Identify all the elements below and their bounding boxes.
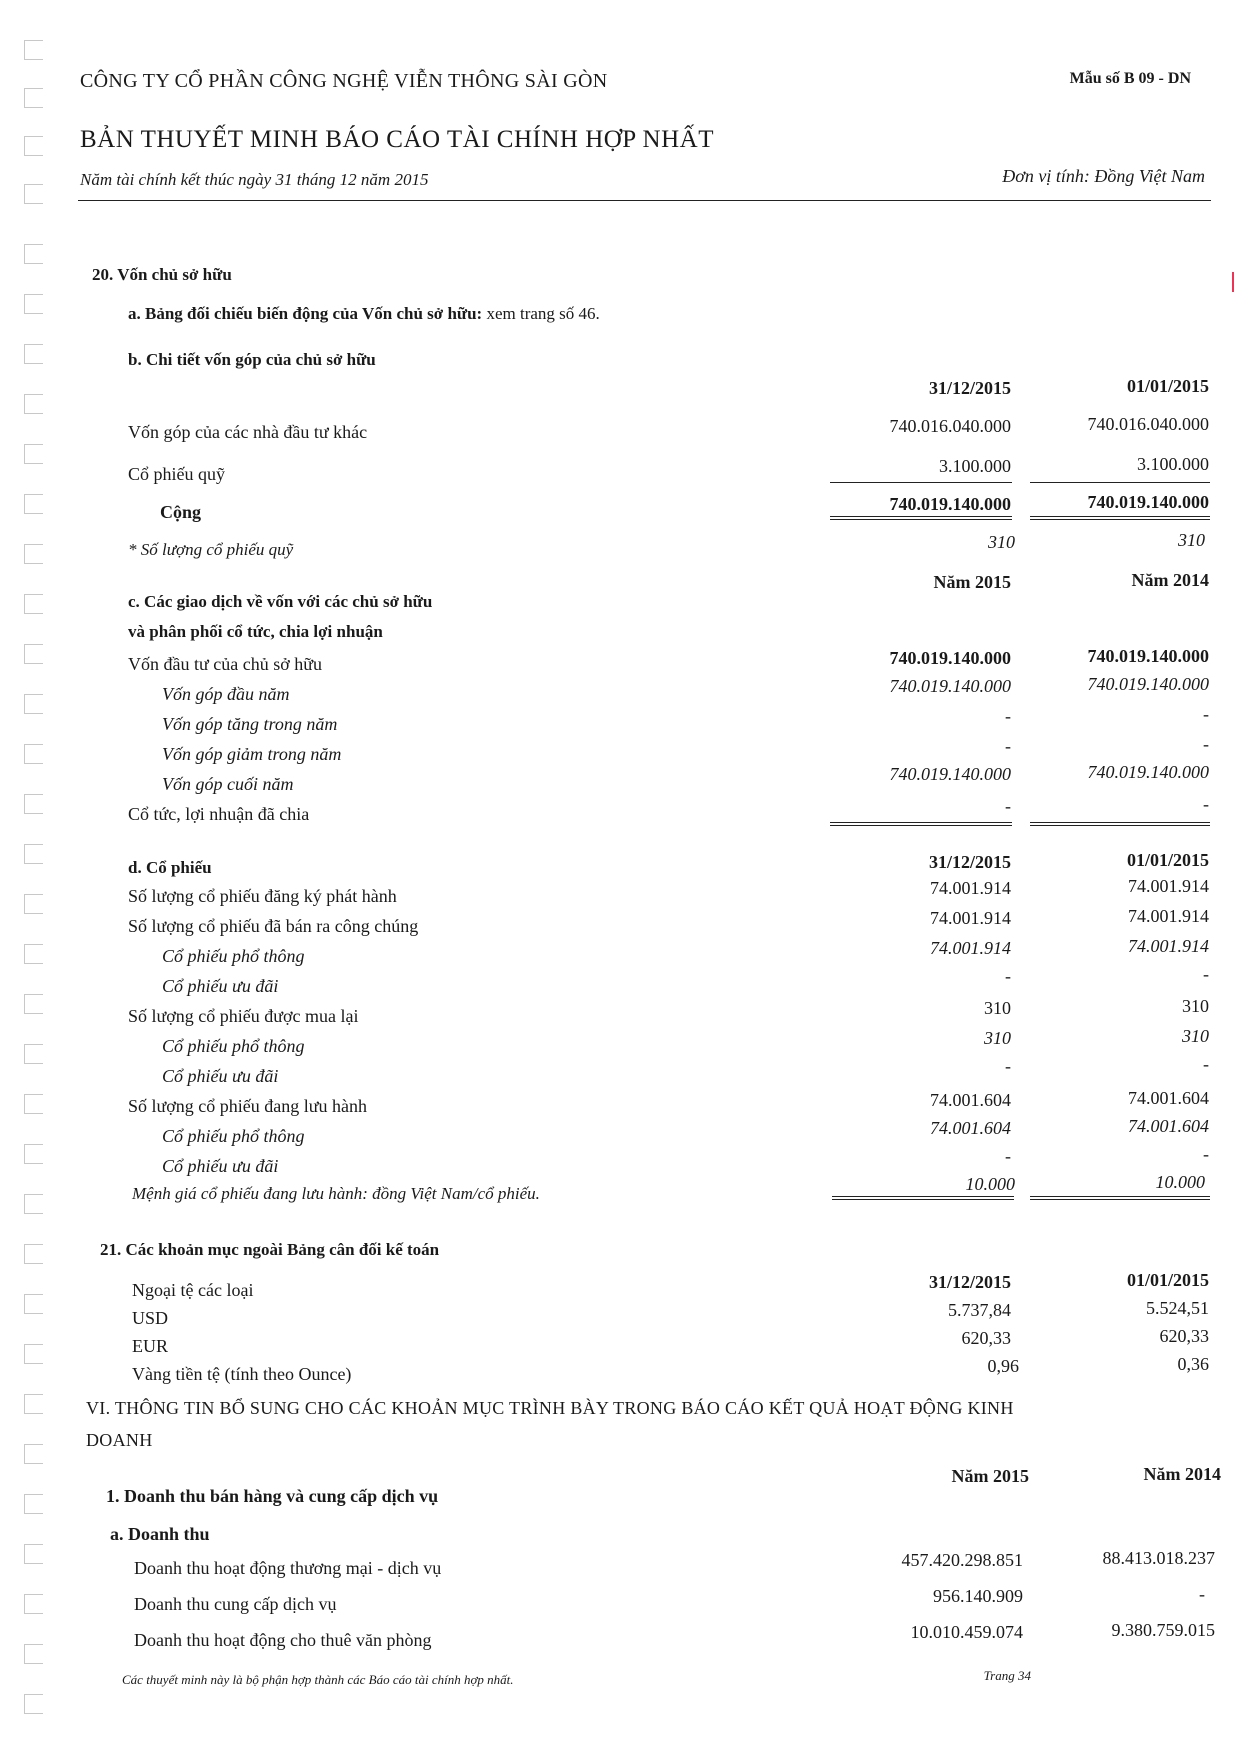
- total-double-rule: [830, 822, 1012, 826]
- s20a-line: [128, 304, 600, 324]
- s21-col1-header: 31/12/2015: [928, 1272, 1011, 1292]
- binder-hole: [24, 1144, 43, 1164]
- s20d-row-v1: -: [1005, 1056, 1011, 1076]
- s6-row-v1: 457.420.298.851: [901, 1550, 1023, 1570]
- s20c-row-label: Vốn góp giảm trong năm: [162, 744, 342, 764]
- s20d-row-v1: 74.001.914: [930, 908, 1011, 928]
- s21-row-v1: 5.737,84: [948, 1300, 1011, 1320]
- s20c-row-v1: -: [1005, 796, 1011, 816]
- subtotal-rule: [1030, 482, 1210, 483]
- s20b-note-v2: 310: [1178, 530, 1205, 550]
- s20c-row-label: Vốn đầu tư của chủ sở hữu: [128, 654, 322, 674]
- s20b-col2-header: 01/01/2015: [1126, 376, 1209, 396]
- s20c-row-v1: 740.019.140.000: [889, 676, 1011, 696]
- s20b-total-label: Cộng: [160, 502, 202, 522]
- header-rule: [78, 200, 1211, 201]
- s20d-row-v1: 74.001.604: [930, 1090, 1011, 1110]
- s20d-row-v1: 310: [984, 998, 1011, 1018]
- binder-hole: [24, 744, 43, 764]
- s20d-row-label: Số lượng cổ phiếu đang lưu hành: [128, 1096, 368, 1116]
- s20c-row-v1: 740.019.140.000: [889, 764, 1011, 784]
- s20d-col1-header: 31/12/2015: [928, 852, 1011, 872]
- s20d-row-v2: 74.001.914: [1128, 876, 1209, 896]
- s20a-label: a. Bảng đối chiếu biến động của Vốn chủ sở hữu:: [128, 304, 483, 323]
- s21-row-label: Vàng tiền tệ (tính theo Ounce): [132, 1364, 352, 1384]
- total-double-rule: [832, 1196, 1014, 1200]
- s20d-row-v2: -: [1203, 964, 1209, 984]
- binder-hole: [24, 394, 43, 414]
- s21-col2-header: 01/01/2015: [1126, 1270, 1209, 1290]
- binder-hole: [24, 544, 43, 564]
- subtotal-rule: [830, 482, 1012, 483]
- footer-note: Các thuyết minh này là bộ phận hợp thành các Báo cáo tài chính hợp nhất.: [122, 1672, 514, 1687]
- s20d-row-label: Số lượng cổ phiếu được mua lại: [128, 1006, 359, 1026]
- page-number: Trang 34: [983, 1668, 1031, 1683]
- s20b-note-v1: 310: [988, 532, 1015, 552]
- s20c-row-label: Vốn góp tăng trong năm: [162, 714, 338, 734]
- binder-hole: [24, 994, 43, 1014]
- s21-row-label: Ngoại tệ các loại: [132, 1280, 254, 1300]
- s20c-heading-cont: và phân phối cổ tức, chia lợi nhuận: [128, 622, 383, 641]
- s20b-row-v2: 740.016.040.000: [1087, 414, 1209, 434]
- s6-row-label: Doanh thu cung cấp dịch vụ: [134, 1594, 337, 1614]
- binder-hole: [24, 294, 43, 314]
- s21-row-v2: 0,36: [1177, 1354, 1209, 1374]
- s20d-row-v1: 74.001.604: [930, 1118, 1011, 1138]
- total-double-rule: [830, 516, 1012, 520]
- form-code: Mẫu số B 09 - DN: [1069, 70, 1191, 87]
- binder-hole: [24, 244, 43, 264]
- s20d-col2-header: 01/01/2015: [1126, 850, 1209, 870]
- total-double-rule: [1030, 1196, 1210, 1200]
- section-20-heading: 20. Vốn chủ sở hữu: [92, 265, 232, 284]
- document-title: BẢN THUYẾT MINH BÁO CÁO TÀI CHÍNH HỢP NHẤT: [80, 126, 714, 153]
- binder-hole: [24, 1394, 43, 1414]
- s6-row-v2: -: [1199, 1584, 1205, 1604]
- s20d-row-label: Cổ phiếu ưu đãi: [162, 1156, 279, 1176]
- binder-hole: [24, 1694, 43, 1714]
- company-name: CÔNG TY CỔ PHẦN CÔNG NGHỆ VIỄN THÔNG SÀI GÒN: [80, 70, 608, 92]
- s20d-row-label: Số lượng cổ phiếu đăng ký phát hành: [128, 886, 397, 906]
- s6-subheading-a: a. Doanh thu: [110, 1524, 210, 1544]
- s21-row-v2: 620,33: [1159, 1326, 1209, 1346]
- s20b-total-v1: 740.019.140.000: [889, 494, 1011, 514]
- binder-hole: [24, 1094, 43, 1114]
- s20c-row-v1: -: [1005, 736, 1011, 756]
- binder-hole: [24, 88, 43, 108]
- s21-row-label: EUR: [132, 1336, 168, 1356]
- s20b-heading: b. Chi tiết vốn góp của chủ sở hữu: [128, 350, 376, 369]
- s20d-row-v2: 74.001.914: [1128, 936, 1209, 956]
- s21-row-v2: 5.524,51: [1146, 1298, 1209, 1318]
- binder-hole: [24, 644, 43, 664]
- s20d-row-label: Cổ phiếu ưu đãi: [162, 976, 279, 996]
- s20d-row-v2: 310: [1182, 996, 1209, 1016]
- s20d-row-v2: 74.001.604: [1128, 1088, 1209, 1108]
- s20b-row-label: Vốn góp của các nhà đầu tư khác: [128, 422, 368, 442]
- s6-row-v2: 88.413.018.237: [1102, 1548, 1215, 1568]
- s6-row-label: Doanh thu hoạt động cho thuê văn phòng: [134, 1630, 432, 1650]
- s20d-row-label: Cổ phiếu phổ thông: [162, 1126, 305, 1146]
- s20d-row-v2: 74.001.604: [1128, 1116, 1209, 1136]
- binder-hole: [24, 344, 43, 364]
- binder-hole: [24, 844, 43, 864]
- binder-hole: [24, 1294, 43, 1314]
- s20b-note-label: * Số lượng cổ phiếu quỹ: [128, 540, 294, 559]
- s20d-row-label: Cổ phiếu phổ thông: [162, 946, 305, 966]
- currency-unit: Đơn vị tính: Đồng Việt Nam: [1002, 166, 1205, 186]
- s20d-row-v1: 74.001.914: [930, 938, 1011, 958]
- s20c-row-label: Vốn góp đầu năm: [162, 684, 290, 704]
- binder-hole: [24, 1644, 43, 1664]
- binder-hole: [24, 1344, 43, 1364]
- s20d-par-value-label: Mệnh giá cổ phiếu đang lưu hành: đồng Việt Nam/cổ phiếu.: [132, 1184, 540, 1203]
- s20c-row-label: Vốn góp cuối năm: [162, 774, 294, 794]
- binder-hole: [24, 694, 43, 714]
- s20b-row-v2: 3.100.000: [1137, 454, 1209, 474]
- binder-hole: [24, 136, 43, 156]
- section-vi-heading-cont: DOANH: [86, 1430, 153, 1450]
- s20d-row-v2: -: [1203, 1054, 1209, 1074]
- binder-hole: [24, 1544, 43, 1564]
- s20c-row-v2: 740.019.140.000: [1087, 674, 1209, 694]
- binder-hole: [24, 894, 43, 914]
- s20c-row-v1: -: [1005, 706, 1011, 726]
- binder-hole: [24, 1194, 43, 1214]
- s20c-row-v2: -: [1203, 794, 1209, 814]
- s20a-text: xem trang số 46.: [482, 304, 600, 323]
- s20d-row-label: Cổ phiếu phổ thông: [162, 1036, 305, 1056]
- s6-row-v2: 9.380.759.015: [1111, 1620, 1215, 1640]
- binder-hole: [24, 1444, 43, 1464]
- s6-subheading-1: 1. Doanh thu bán hàng và cung cấp dịch vụ: [106, 1486, 439, 1506]
- s6-col2-header: Năm 2014: [1143, 1464, 1221, 1484]
- binder-hole: [24, 794, 43, 814]
- section-21-heading: 21. Các khoản mục ngoài Bảng cân đối kế toán: [100, 1240, 440, 1259]
- s6-row-v1: 956.140.909: [933, 1586, 1023, 1606]
- margin-mark: [1232, 272, 1234, 292]
- s20b-total-v2: 740.019.140.000: [1087, 492, 1209, 512]
- s20c-row-v2: -: [1203, 734, 1209, 754]
- s20c-row-v2: -: [1203, 704, 1209, 724]
- s20d-row-v1: -: [1005, 1146, 1011, 1166]
- s21-row-v1: 620,33: [961, 1328, 1011, 1348]
- s20d-par-value-v2: 10.000: [1155, 1172, 1205, 1192]
- binder-hole: [24, 594, 43, 614]
- total-double-rule: [1030, 516, 1210, 520]
- s20c-row-v2: 740.019.140.000: [1087, 762, 1209, 782]
- binder-hole: [24, 1494, 43, 1514]
- s20d-row-v2: 310: [1182, 1026, 1209, 1046]
- section-vi-heading: VI. THÔNG TIN BỔ SUNG CHO CÁC KHOẢN MỤC TRÌNH BÀY TRONG BÁO CÁO KẾT QUẢ HOẠT ĐỘNG KINH: [86, 1398, 1014, 1418]
- s20d-row-label: Số lượng cổ phiếu đã bán ra công chúng: [128, 916, 419, 936]
- s20c-col2-header: Năm 2014: [1131, 570, 1209, 590]
- binder-hole: [24, 494, 43, 514]
- s6-row-label: Doanh thu hoạt động thương mại - dịch vụ: [134, 1558, 442, 1578]
- s20c-col1-header: Năm 2015: [933, 572, 1011, 592]
- fiscal-year-note: Năm tài chính kết thúc ngày 31 tháng 12 năm 2015: [80, 170, 429, 189]
- s20c-heading: c. Các giao dịch về vốn với các chủ sở hữu: [128, 592, 433, 611]
- binder-hole: [24, 944, 43, 964]
- s20b-row-v1: 3.100.000: [939, 456, 1011, 476]
- s20c-row-v1: 740.019.140.000: [889, 648, 1011, 668]
- s20d-row-v1: 310: [984, 1028, 1011, 1048]
- binder-hole: [24, 1594, 43, 1614]
- s20d-row-v1: 74.001.914: [930, 878, 1011, 898]
- s6-row-v1: 10.010.459.074: [910, 1622, 1023, 1642]
- s20b-row-v1: 740.016.040.000: [889, 416, 1011, 436]
- s20d-par-value-v1: 10.000: [965, 1174, 1015, 1194]
- s20c-row-label: Cổ tức, lợi nhuận đã chia: [128, 804, 310, 824]
- binder-hole: [24, 1244, 43, 1264]
- binder-hole: [24, 444, 43, 464]
- s20c-row-v2: 740.019.140.000: [1087, 646, 1209, 666]
- s6-col1-header: Năm 2015: [951, 1466, 1029, 1486]
- total-double-rule: [1030, 822, 1210, 826]
- s20d-row-v2: 74.001.914: [1128, 906, 1209, 926]
- s21-row-v1: 0,96: [987, 1356, 1019, 1376]
- s20d-row-v1: -: [1005, 966, 1011, 986]
- s21-row-label: USD: [132, 1308, 169, 1328]
- s20d-row-label: Cổ phiếu ưu đãi: [162, 1066, 279, 1086]
- binder-hole: [24, 184, 43, 204]
- binder-hole: [24, 40, 43, 60]
- s20d-row-v2: -: [1203, 1144, 1209, 1164]
- s20b-row-label: Cổ phiếu quỹ: [128, 464, 225, 484]
- binder-hole: [24, 1044, 43, 1064]
- s20b-col1-header: 31/12/2015: [928, 378, 1011, 398]
- s20d-heading: d. Cổ phiếu: [128, 858, 212, 877]
